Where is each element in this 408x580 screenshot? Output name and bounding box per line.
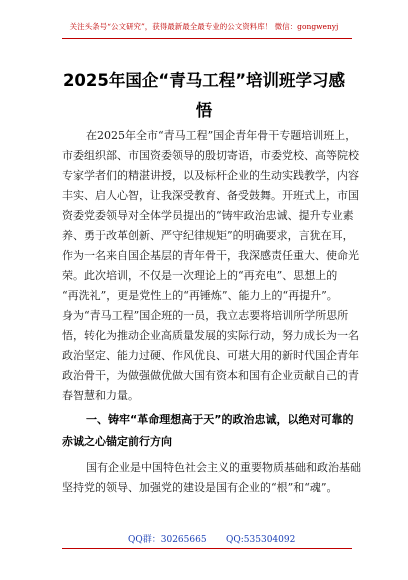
footer-divider [62,548,352,549]
paragraph-line: “再洗礼”，更是党性上的“再锤炼”、能力上的“再提升”。 [62,289,338,302]
title-line-1: 2025年国企“青马工程”培训班学习感 [62,71,346,90]
paragraph-line: 身为“青马工程”国企班的一员，我立志要将培训所学所思所 [62,309,349,322]
section-heading-line-1: 一、铸牢“革命理想高于天”的政治忠诚，以绝对可靠的 [86,413,354,426]
paragraph-line: 政治骨干，为做强做优做大国有资本和国有企业贡献自己的青 [62,369,359,382]
header-notice: 关注头条号“公文研究”，获得最新最全最专业的公文资料库！ 微信：gongwenyj [69,22,339,31]
paragraph-line: 政治坚定、能力过硬、作风优良、可堪大用的新时代国企青年 [62,349,359,362]
paragraph-line: 在2025年全市“青马工程”国企青年骨干专题培训班上， [86,129,357,142]
header-divider [62,38,352,39]
document-title [58,66,350,126]
paragraph-line: 资委党委领导对全体学员提出的“铸牢政治忠诚、提升专业素 [62,209,354,222]
paragraph-line: 春智慧和力量。 [62,389,139,402]
paragraph-line: 丰实、启人心智，让我深受教育、备受鼓舞。开班式上，市国 [62,189,359,202]
paragraph-line: 坚持党的领导、加强党的建设是国有企业的“根”和“魂”。 [62,481,338,494]
title-line-2: 悟 [195,101,213,120]
footer-qq-group: QQ群：30265665 [128,535,207,545]
paragraph-line: 国有企业是中国特色社会主义的重要物质基础和政治基础 [86,461,361,474]
paragraph-line: 荣。此次培训，不仅是一次理论上的“再充电”、思想上的 [62,269,338,282]
paragraph-line: 悟，转化为推动企业高质量发展的实际行动，努力成长为一名 [62,329,359,342]
footer-qq-contact: QQ:535304092 [226,535,296,545]
paragraph-line: 作为一名来自国企基层的青年骨干，我深感责任重大、使命光 [62,249,359,262]
paragraph-line: 养、勇于改革创新、严守纪律规矩”的明确要求，言犹在耳， [62,229,354,242]
paragraph-line: 市委组织部、市国资委领导的殷切寄语，市委党校、高等院校 [62,149,359,162]
paragraph-line: 专家学者们的精湛讲授，以及标杆企业的生动实践教学，内容 [62,169,359,182]
section-heading-line-2: 赤诚之心锚定前行方向 [62,435,172,448]
